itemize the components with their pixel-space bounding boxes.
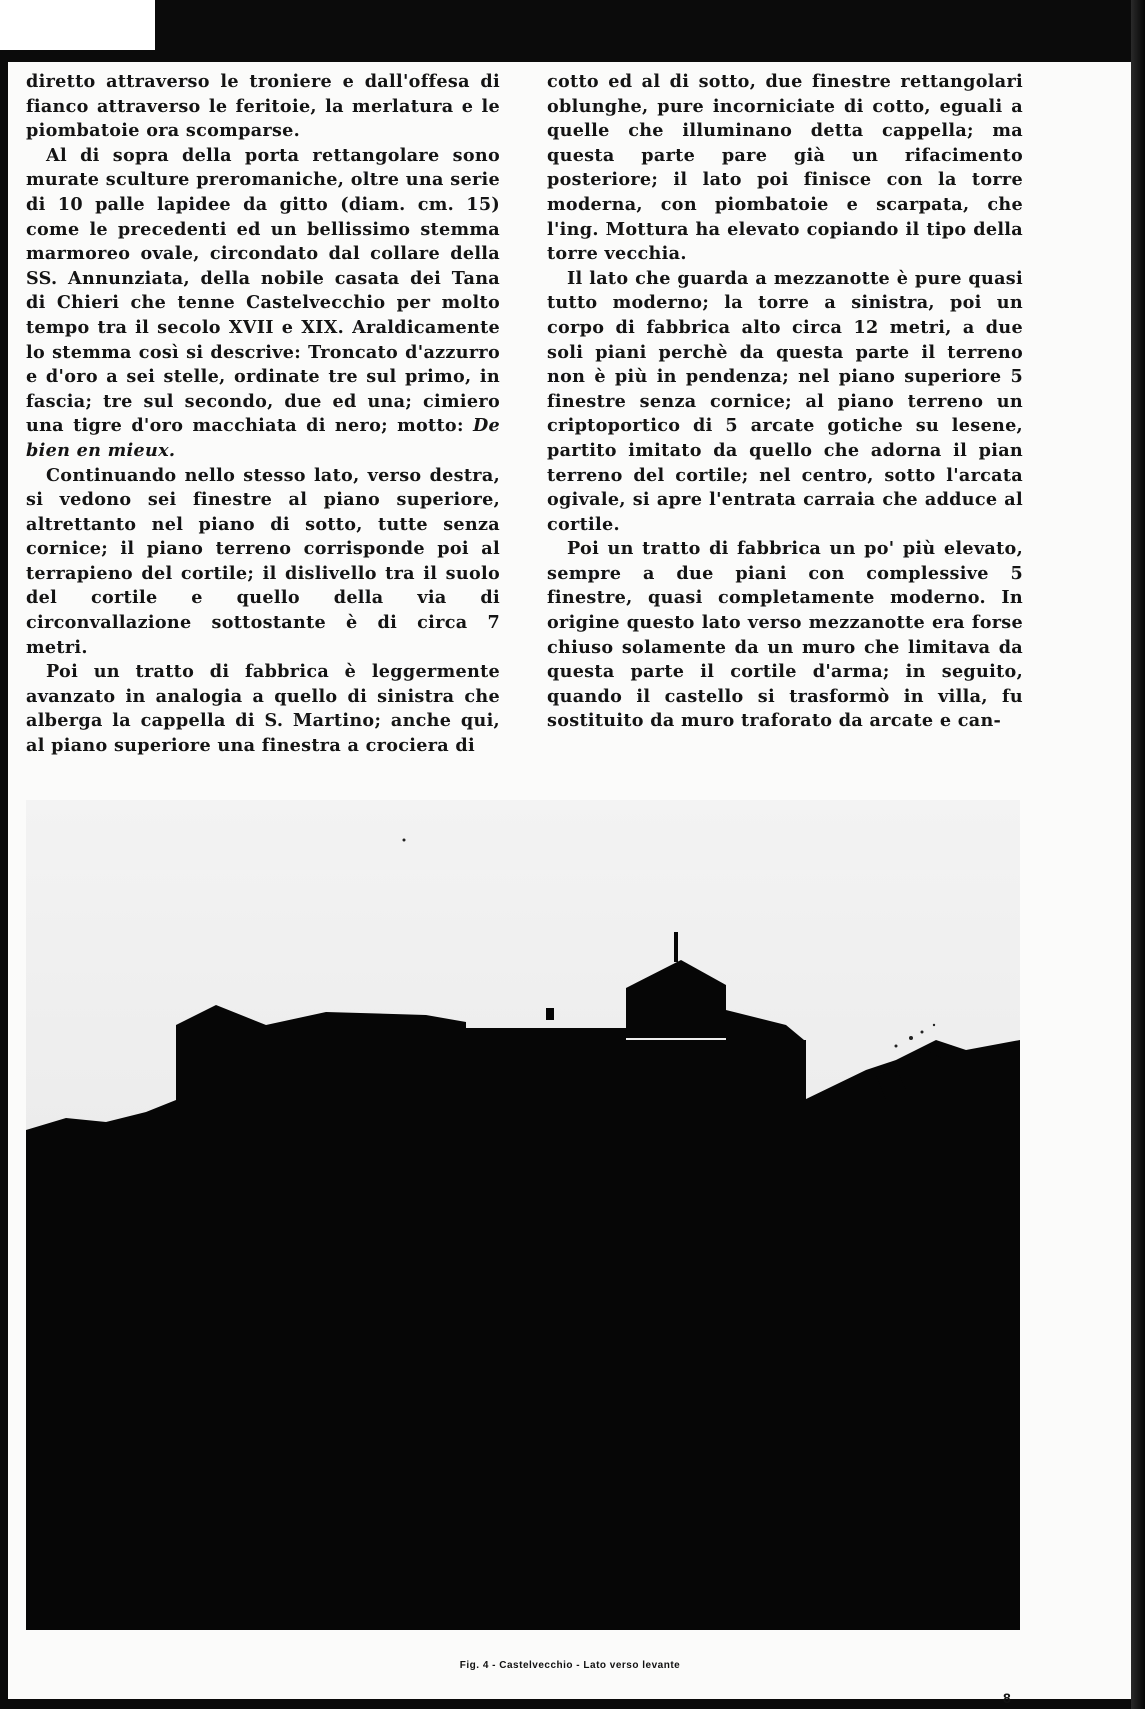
- paragraph: Poi un tratto di fabbrica è leggermente avanzato in analogia a quello di sinistra che alberga la cappella di S. Martino; anche qui, al piano superiore una finestra a crociera di: [26, 661, 500, 757]
- paragraph: cotto ed al di sotto, due finestre rettangolari oblunghe, pure incorniciate di cotto, eguali a quelle che illuminano detta cappella; ma questa parte pare già un rifacimento posteriore; il lato poi finisce con la torre moderna, con piombatoie e scarpata, che l'ing. Mottura ha elevato copiando il tipo della torre vecchia.: [547, 71, 1023, 265]
- figure-caption: Fig. 4 - Castelvecchio - Lato verso levante: [459, 1660, 681, 1671]
- paragraph-text: Al di sopra della porta rettangolare sono murate sculture preromaniche, oltre una serie di 10 palle lapidee da gitto (diam. cm. 15) come le precedenti ed un bellissimo stemma marmoreo ovale, circondato dal collare della SS. Annunziata, della nobile casata dei Tana di Chieri che tenne Castelvecchio per molto tempo tra il secolo XVII e XIX. Araldicamente lo stemma così si descrive: Troncato d'azzurro e d'oro a sei stelle, ordinate tre sul primo, in fascia; tre sul secondo, due ed una; cimiero una tigre d'oro macchiata di nero; motto:: [26, 144, 500, 437]
- scan-right-border: [1131, 0, 1145, 1709]
- motto: De bien en mieux.: [26, 415, 500, 461]
- castle-photograph: [26, 800, 1020, 1630]
- right-text-column: [547, 70, 1023, 734]
- scan-corner-patch: [0, 0, 155, 50]
- page-number: 8: [1003, 1690, 1011, 1706]
- paragraph: Poi un tratto di fabbrica un po' più elevato, sempre a due piani con complessive 5 finestre, quasi completamente moderno. In origine questo lato verso mezzanotte era forse chiuso solamente da un muro che limitava da questa parte il cortile d'arma; in seguito, quando il castello si trasformò in villa, fu sostituito da muro traforato da arcate e can-: [547, 538, 1023, 732]
- paragraph: diretto attraverso le troniere e dall'offesa di fianco attraverso le feritoie, la merlatura e le piombatoie ora scomparse.: [26, 71, 500, 142]
- paragraph: Il lato che guarda a mezzanotte è pure quasi tutto moderno; la torre a sinistra, poi un corpo di fabbrica alto circa 12 metri, a due soli piani perchè da questa parte il terreno non è più in pendenza; nel piano superiore 5 finestre senza cornice; al piano terreno un criptoportico di 5 arcate gotiche su lesene, partito imitato da quello che adorna il pian terreno del cortile; nel centro, sotto l'arcata ogivale, si apre l'entrata carraia che adduce al cortile.: [547, 267, 1023, 535]
- paragraph: Continuando nello stesso lato, verso destra, si vedono sei finestre al piano superiore, altrettanto nel piano di sotto, tutte senza cornice; il piano terreno corrisponde poi al terrapieno del cortile; il dislivello tra il suolo del cortile e quello della via di circonvallazione sottostante è di circa 7 metri.: [26, 464, 500, 658]
- scan-top-border: [0, 0, 1145, 70]
- left-text-column: [26, 70, 500, 759]
- paragraph: [26, 144, 500, 464]
